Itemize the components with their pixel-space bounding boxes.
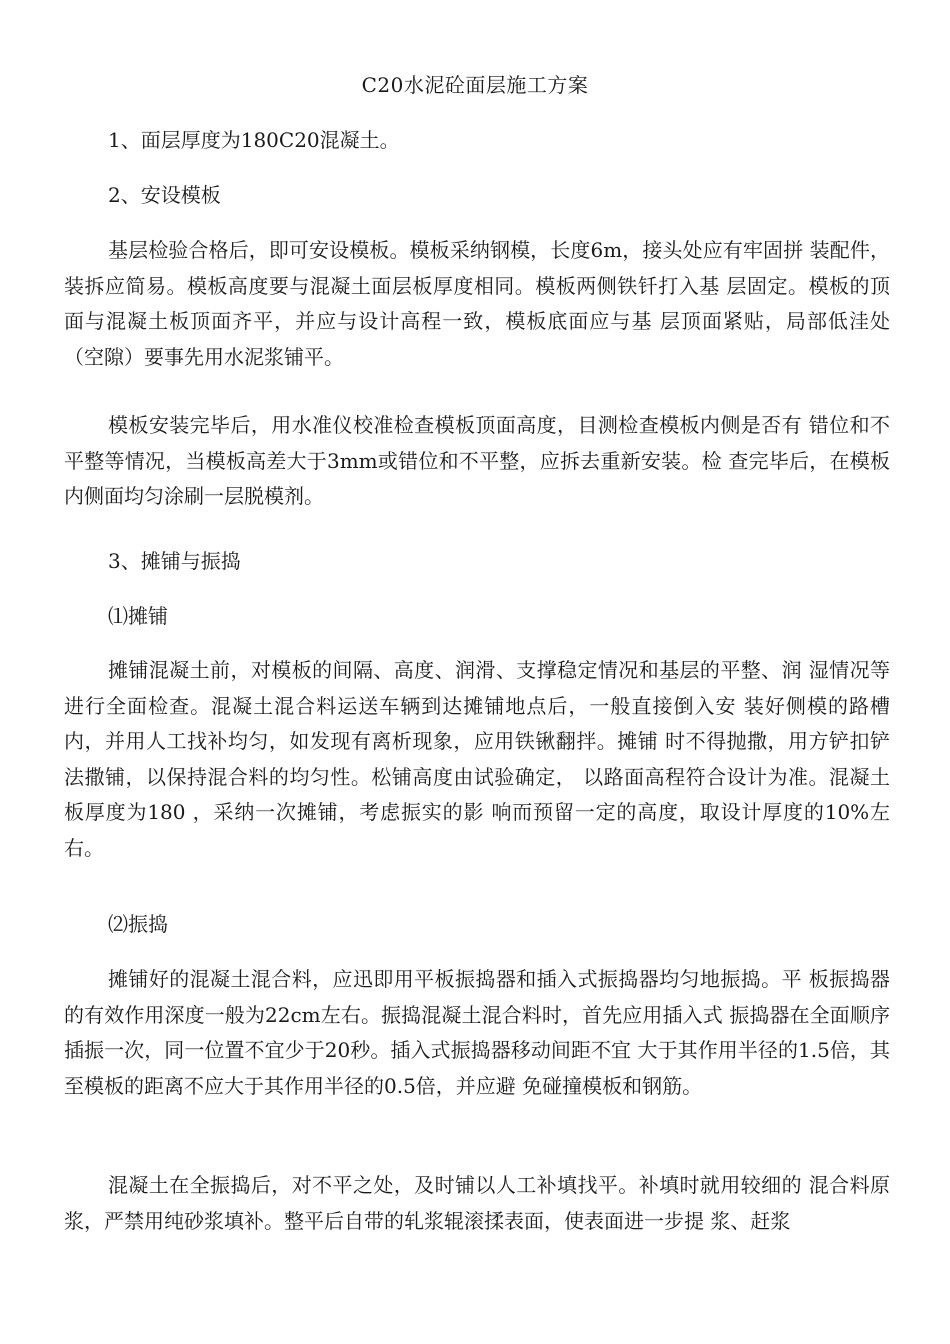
subsection-vibration-heading: ⑵振捣 — [108, 912, 168, 936]
paragraph-formwork-inspection: 模板安装完毕后，用水准仪校准检查模板顶面高度，目测检查模板内侧是否有 错位和不平整等情况，当模板高差大于3mm或错位和不平整，应拆去重新安装。检 查完毕后，在模板内侧面均匀涂刷一层脱模剂。 — [64, 413, 890, 508]
subsection-paving-heading: ⑴摊铺 — [108, 604, 168, 628]
section-3-heading: 3、摊铺与振捣 — [108, 549, 241, 573]
section-1-heading: 1、面层厚度为180C20混凝土。 — [108, 128, 400, 152]
document-title: C20水泥砼面层施工方案 — [361, 73, 589, 97]
section-2-heading: 2、安设模板 — [108, 183, 221, 207]
paragraph-formwork-installation: 基层检验合格后，即可安设模板。模板采纳钢模，长度6m，接头处应有牢固拼 装配件，装拆应简易。模板高度要与混凝土面层板厚度相同。模板两侧铁钎打入基 层固定。模板的顶面与混凝土板顶面齐平，并应与设计高程一致，模板底面应与基 层顶面紧贴，局部低洼处（空隙）要事先用水泥浆铺平。 — [64, 238, 890, 369]
paragraph-paving: 摊铺混凝土前，对模板的间隔、高度、润滑、支撑稳定情况和基层的平整、润 湿情况等进行全面检查。混凝土混合料运送车辆到达摊铺地点后，一般直接倒入安 装好侧模的路槽内，并用人工找补均匀，如发现有离析现象，应用铁锹翻拌。摊铺 时不得抛撒，用方铲扣铲法撒铺，以保持混合料的均匀性。松铺高度由试验确定， 以路面高程符合设计为准。混凝土板厚度为180 ，采纳一次摊铺，考虑振实的影 响而预留一定的高度，取设计厚度的10%左右。 — [64, 658, 890, 860]
paragraph-vibration: 摊铺好的混凝土混合料，应迅即用平板振捣器和插入式振捣器均匀地振捣。平 板振捣器的有效作用深度一般为22cm左右。振捣混凝土混合料时，首先应用插入式 振捣器在全面顺序插振一次，同一位置不宜少于20秒。插入式振捣器移动间距不宜 大于其作用半径的1.5倍，其至模板的距离不应大于其作用半径的0.5倍，并应避 免碰撞模板和钢筋。 — [64, 967, 890, 1098]
paragraph-leveling: 混凝土在全振捣后，对不平之处，及时铺以人工补填找平。补填时就用较细的 混合料原浆，严禁用纯砂浆填补。整平后自带的轧浆辊滚揉表面，使表面进一步提 浆、赶浆 — [64, 1173, 890, 1233]
